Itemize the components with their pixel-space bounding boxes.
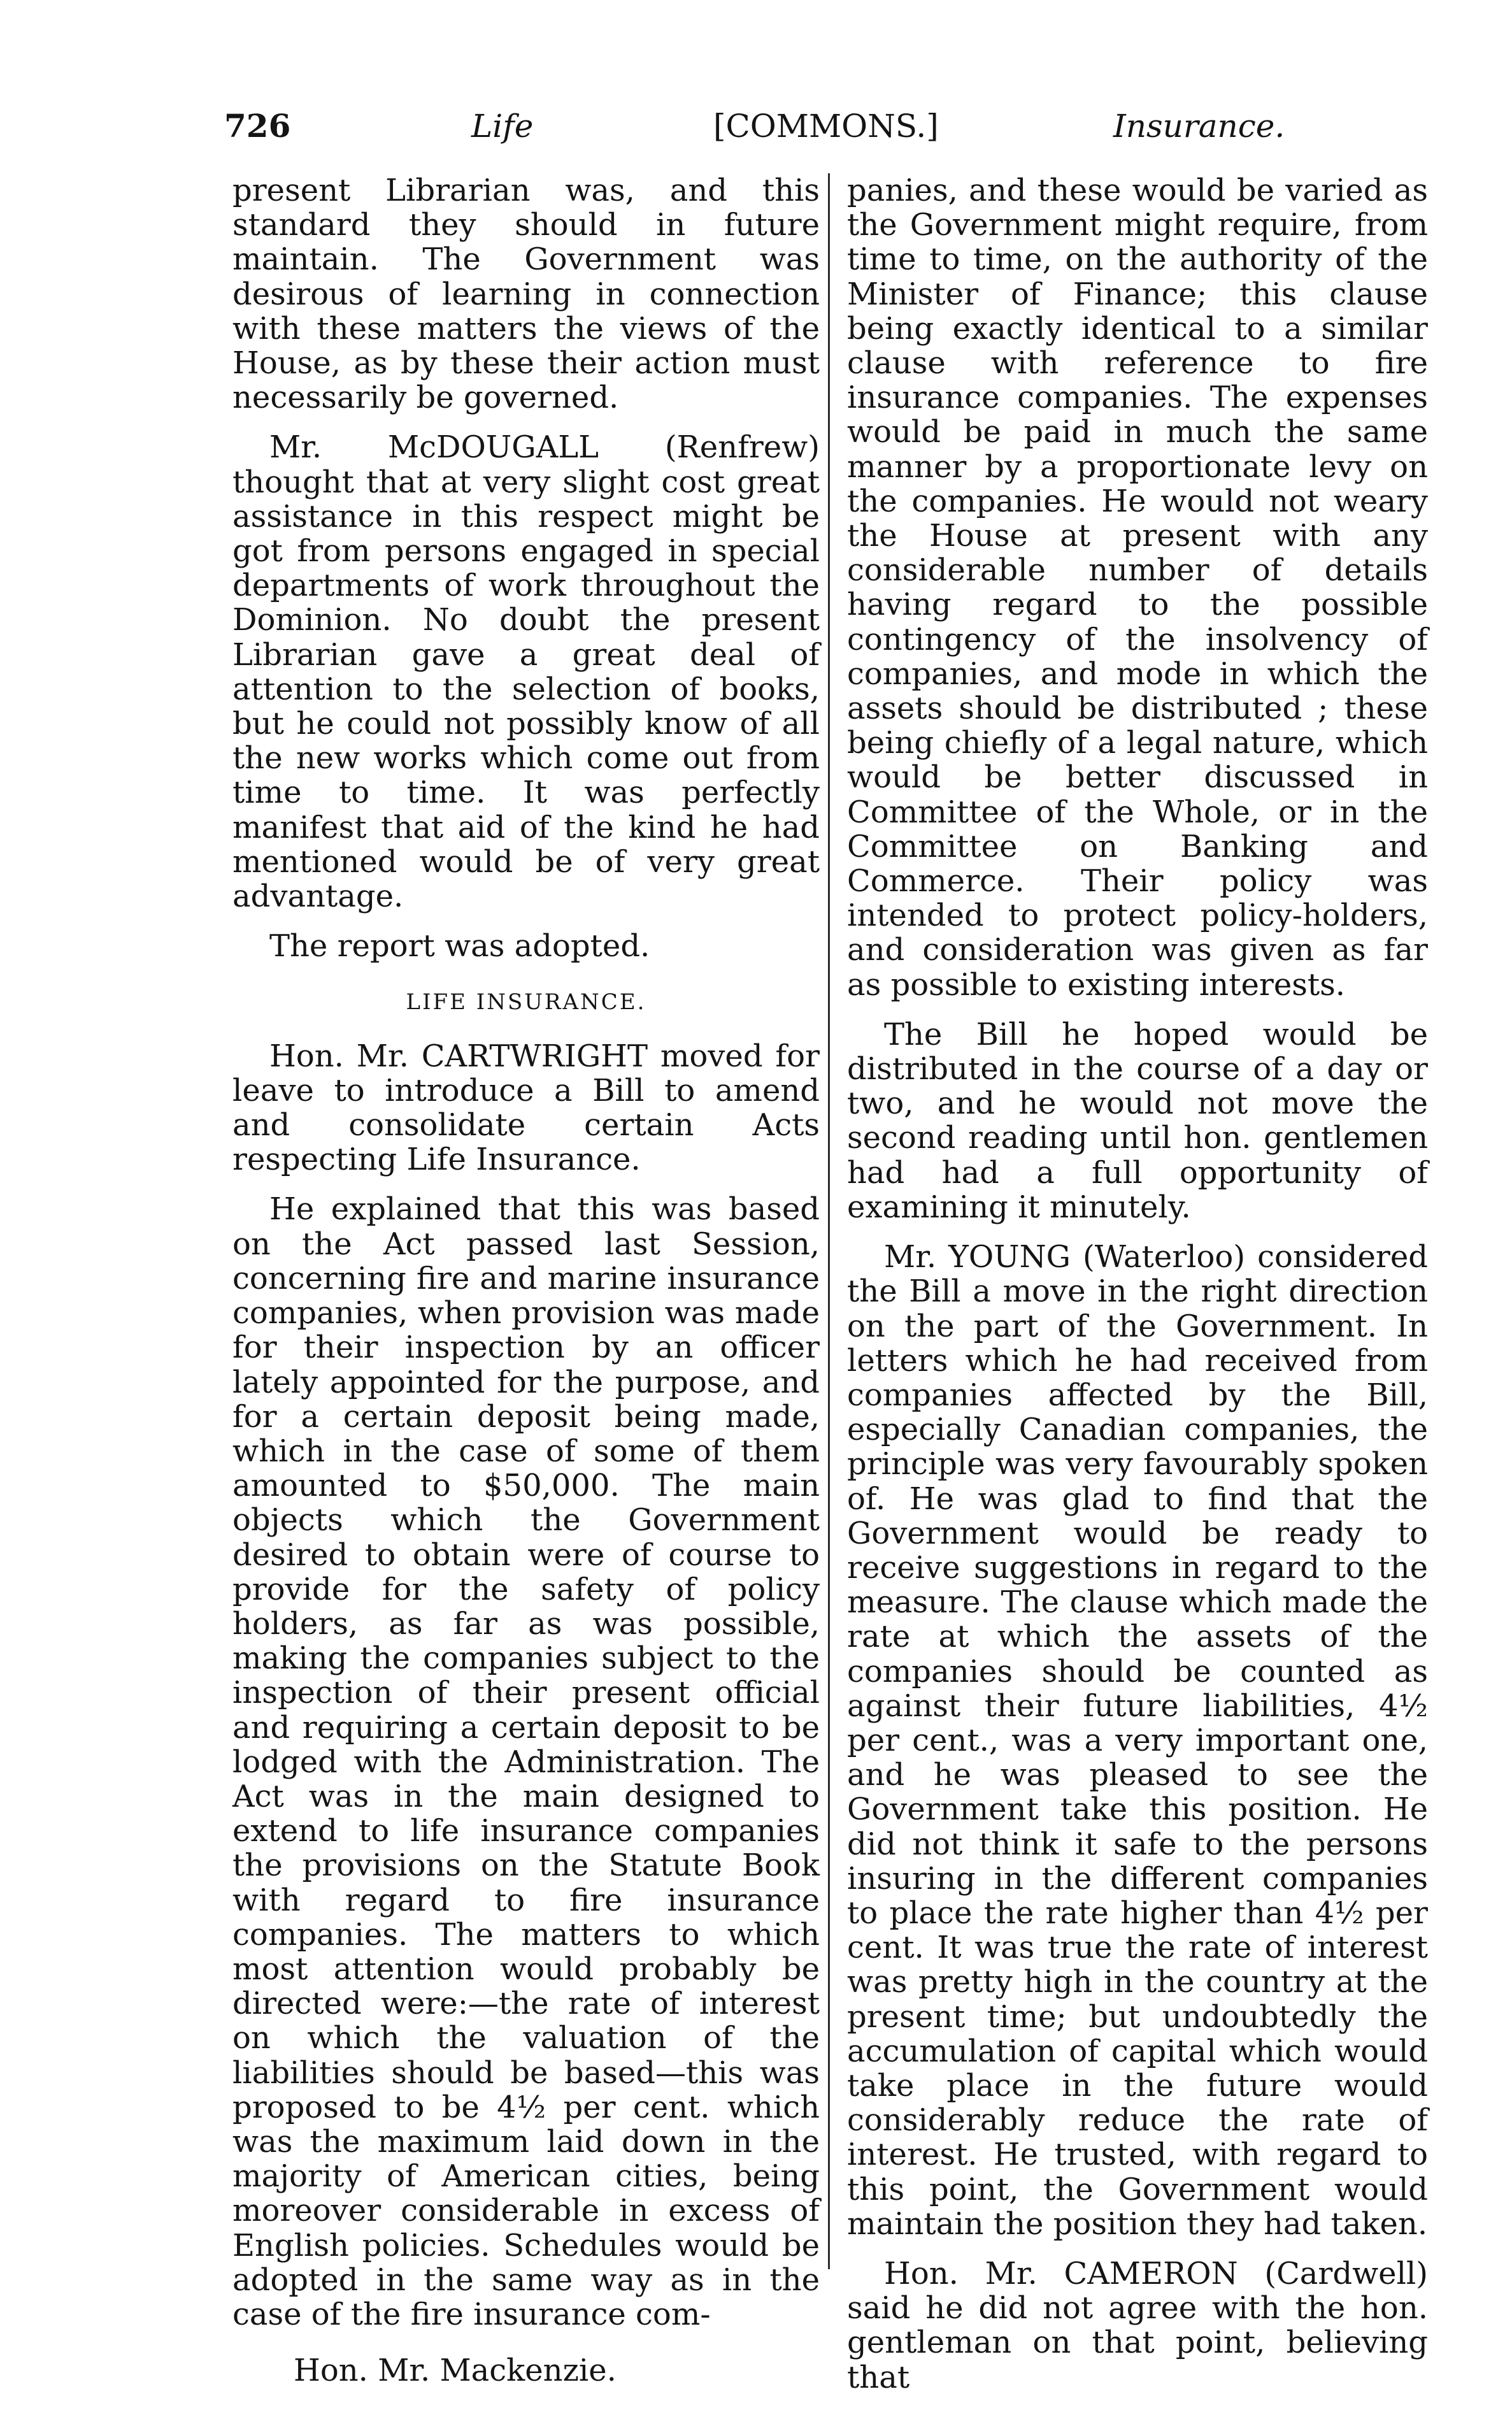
left-column — [232, 173, 820, 2388]
right-column — [847, 173, 1428, 2410]
running-title-right: Insurance. — [1113, 108, 1285, 145]
page-number: 726 — [224, 107, 291, 145]
paragraph: panies, and these would be varied as the Government might require, from time to time, on the authority of the Minister of Finance; this clause being exactly identical to a similar clause with reference to fire insurance companies. The expenses would be paid in much the same manner by a proportionate levy on the companies. He would not weary the House at present with any considerable number of details having regard to the possible contingency of the insolvency of companies, and mode in which the assets should be distributed ; these being chiefly of a legal nature, which would be better discussed in Committee of the Whole, or in the Committee on Banking and Commerce. Their policy was intended to protect policy-holders, and consideration was given as far as possible to existing interests. — [847, 173, 1428, 1003]
footer-speaker-name: Hon. Mr. Mackenzie. — [294, 2353, 617, 2389]
section-heading: LIFE INSURANCE. — [406, 989, 646, 1015]
page-header — [0, 101, 1512, 152]
paragraph: present Librarian was, and this standard they should in future maintain. The Government was desirous of learning in connection with these matters the views of the House, as by these their action must necessarily be governed. — [232, 173, 820, 416]
paragraph: Hon. Mr. CARTWRIGHT moved for leave to introduce a Bill to amend and consolidate certain Acts respecting Life Insurance. — [232, 1038, 820, 1178]
paragraph: Mr. YOUNG (Waterloo) considered the Bill a move in the right direction on the part of the Government. In letters which he had received from companies affected by the Bill, especially Canadian companies, the principle was very favourably spoken of. He was glad to find that the Government would be ready to receive suggestions in regard to the measure. The clause which made the rate at which the assets of the companies should be counted as against their future liabilities, 4½ per cent., was a very important one, and he was pleased to see the Government take this position. He did not think it safe to the persons insuring in the different companies to place the rate higher than 4½ per cent. It was true the rate of interest was pretty high in the country at the present time; but undoubtedly the accumulation of capital which would take place in the future would considerably reduce the rate of interest. He trusted, with regard to this point, the Government would maintain the position they had taken. — [847, 1239, 1428, 2242]
running-title-left: Life — [471, 108, 534, 145]
paragraph: The report was adopted. — [269, 928, 650, 965]
paragraph: Hon. Mr. CAMERON (Cardwell) said he did not agree with the hon. gentleman on that point, believing that — [847, 2255, 1428, 2395]
paragraph: Mr. McDOUGALL (Renfrew) thought that at very slight cost great assistance in this respect might be got from persons engaged in special departments of work throughout the Dominion. No doubt the present Librarian gave a great deal of attention to the selection of books, but he could not possibly know of all the new works which come out from time to time. It was perfectly manifest that aid of the kind he had mentioned would be of very great advantage. — [232, 429, 820, 915]
running-title-center: [COMMONS.] — [713, 108, 939, 145]
column-divider — [828, 173, 830, 2269]
paragraph: The Bill he hoped would be distributed in the course of a day or two, and he would not move the second reading until hon. gentlemen had had a full opportunity of examining it minutely. — [847, 1016, 1428, 1225]
paragraph: He explained that this was based on the Act passed last Session, concerning fire and marine insurance companies, when provision was made for their inspection by an officer lately appointed for the purpose, and for a certain deposit being made, which in the case of some of them amounted to $50,000. The main objects which the Government desired to obtain were of course to provide for the safety of policy holders, as far as was possible, making the companies subject to the inspection of their present official and requiring a certain deposit to be lodged with the Administration. The Act was in the main designed to extend to life insurance companies the provisions on the Statute Book with regard to fire insurance companies. The matters to which most attention would probably be directed were:—the rate of interest on which the valuation of the liabilities should be based—this was proposed to be 4½ per cent. which was the maximum laid down in the majority of American cities, being moreover considerable in excess of English policies. Schedules would be adopted in the same way as in the case of the fire insurance com- — [232, 1191, 820, 2332]
